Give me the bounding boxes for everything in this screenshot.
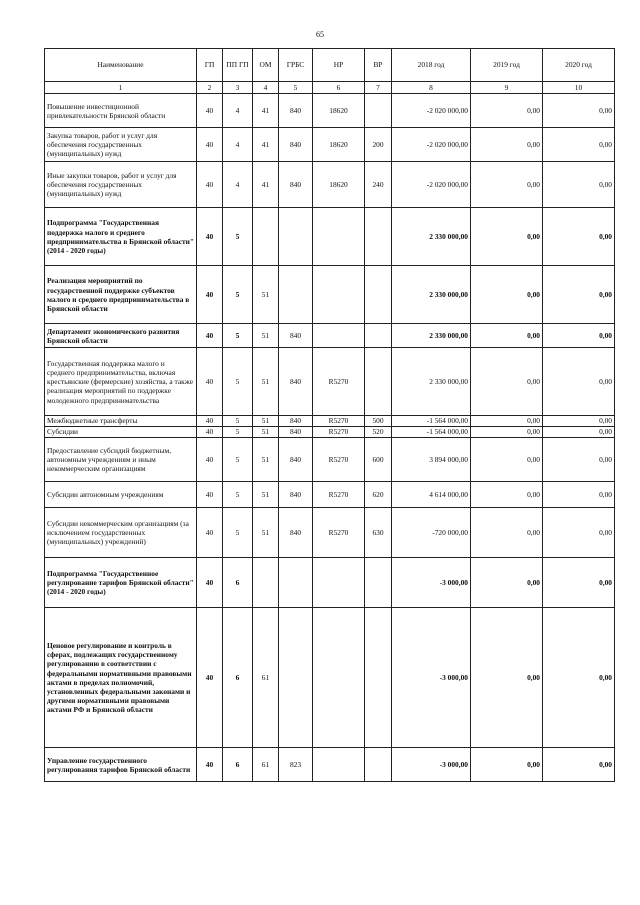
gp-cell: 40 bbox=[197, 508, 223, 558]
gp-cell: 40 bbox=[197, 94, 223, 128]
amount-2018: 2 330 000,00 bbox=[392, 348, 471, 416]
nr-cell: R5270 bbox=[313, 508, 365, 558]
amount-2019: 0,00 bbox=[471, 128, 543, 162]
row-name: Подпрограмма "Государственное регулирование тарифов Брянской области" (2014 - 2020 годы) bbox=[45, 558, 197, 608]
table-row bbox=[45, 162, 615, 208]
amount-2019: 0,00 bbox=[471, 508, 543, 558]
row-name: Управление государственного регулирования тарифов Брянской области bbox=[45, 748, 197, 782]
amount-2020: 0,00 bbox=[543, 508, 615, 558]
vr-cell: 520 bbox=[365, 427, 392, 438]
om-cell: 51 bbox=[253, 508, 279, 558]
om-cell: 61 bbox=[253, 748, 279, 782]
om-cell: 41 bbox=[253, 94, 279, 128]
column-header: Наименование bbox=[45, 49, 197, 82]
row-name: Государственная поддержка малого и среднего предпринимательства, включая крестьянские (фермерские) хозяйства, а также реализация мероприятий по поддержке молодежного предпринимательства bbox=[45, 348, 197, 416]
column-header: ПП ГП bbox=[223, 49, 253, 82]
row-name: Реализация мероприятий по государственной поддержке субъектов малого и среднего предпринимательства в Брянской области bbox=[45, 266, 197, 324]
gp-cell: 40 bbox=[197, 416, 223, 427]
column-index: 7 bbox=[365, 82, 392, 94]
ppgp-cell: 6 bbox=[223, 558, 253, 608]
ppgp-cell: 6 bbox=[223, 748, 253, 782]
amount-2019: 0,00 bbox=[471, 348, 543, 416]
nr-cell bbox=[313, 748, 365, 782]
grbs-cell bbox=[279, 608, 313, 748]
nr-cell bbox=[313, 208, 365, 266]
column-index: 6 bbox=[313, 82, 365, 94]
amount-2019: 0,00 bbox=[471, 208, 543, 266]
om-cell: 51 bbox=[253, 324, 279, 348]
amount-2019: 0,00 bbox=[471, 94, 543, 128]
table-row bbox=[45, 427, 615, 438]
nr-cell: R5270 bbox=[313, 427, 365, 438]
ppgp-cell: 4 bbox=[223, 128, 253, 162]
om-cell: 61 bbox=[253, 608, 279, 748]
column-header: НР bbox=[313, 49, 365, 82]
amount-2020: 0,00 bbox=[543, 482, 615, 508]
table-row bbox=[45, 94, 615, 128]
amount-2018: -2 020 000,00 bbox=[392, 162, 471, 208]
om-cell: 51 bbox=[253, 416, 279, 427]
grbs-cell: 840 bbox=[279, 416, 313, 427]
budget-table bbox=[44, 48, 615, 782]
amount-2019: 0,00 bbox=[471, 482, 543, 508]
grbs-cell: 840 bbox=[279, 438, 313, 482]
row-name: Подпрограмма "Государственная поддержка малого и среднего предпринимательства в Брянской области" (2014 - 2020 годы) bbox=[45, 208, 197, 266]
amount-2020: 0,00 bbox=[543, 324, 615, 348]
ppgp-cell: 5 bbox=[223, 266, 253, 324]
column-index: 5 bbox=[279, 82, 313, 94]
column-index: 4 bbox=[253, 82, 279, 94]
gp-cell: 40 bbox=[197, 748, 223, 782]
row-name: Департамент экономического развития Брянской области bbox=[45, 324, 197, 348]
amount-2018: -1 564 000,00 bbox=[392, 416, 471, 427]
om-cell: 51 bbox=[253, 348, 279, 416]
header-index-row bbox=[45, 82, 615, 94]
vr-cell bbox=[365, 348, 392, 416]
grbs-cell: 840 bbox=[279, 482, 313, 508]
header-row bbox=[45, 49, 615, 82]
amount-2018: 4 614 000,00 bbox=[392, 482, 471, 508]
table-row bbox=[45, 438, 615, 482]
amount-2019: 0,00 bbox=[471, 266, 543, 324]
om-cell: 41 bbox=[253, 162, 279, 208]
column-index: 2 bbox=[197, 82, 223, 94]
row-name: Закупка товаров, работ и услуг для обеспечения государственных (муниципальных) нужд bbox=[45, 128, 197, 162]
row-name: Предоставление субсидий бюджетным, автономным учреждениям и иным некоммерческим организациям bbox=[45, 438, 197, 482]
grbs-cell bbox=[279, 208, 313, 266]
table-row bbox=[45, 266, 615, 324]
row-name: Иные закупки товаров, работ и услуг для обеспечения государственных (муниципальных) нужд bbox=[45, 162, 197, 208]
column-header: 2020 год bbox=[543, 49, 615, 82]
amount-2019: 0,00 bbox=[471, 324, 543, 348]
amount-2019: 0,00 bbox=[471, 427, 543, 438]
table-row bbox=[45, 608, 615, 748]
table-row bbox=[45, 748, 615, 782]
vr-cell: 240 bbox=[365, 162, 392, 208]
om-cell bbox=[253, 208, 279, 266]
amount-2018: -2 020 000,00 bbox=[392, 128, 471, 162]
ppgp-cell: 5 bbox=[223, 416, 253, 427]
row-name: Повышение инвестиционной привлекательности Брянской области bbox=[45, 94, 197, 128]
amount-2019: 0,00 bbox=[471, 558, 543, 608]
amount-2020: 0,00 bbox=[543, 416, 615, 427]
column-header: 2019 год bbox=[471, 49, 543, 82]
amount-2019: 0,00 bbox=[471, 608, 543, 748]
amount-2020: 0,00 bbox=[543, 438, 615, 482]
ppgp-cell: 5 bbox=[223, 208, 253, 266]
om-cell: 51 bbox=[253, 438, 279, 482]
table-row bbox=[45, 416, 615, 427]
ppgp-cell: 5 bbox=[223, 427, 253, 438]
ppgp-cell: 5 bbox=[223, 508, 253, 558]
vr-cell bbox=[365, 324, 392, 348]
amount-2019: 0,00 bbox=[471, 438, 543, 482]
column-header: ОМ bbox=[253, 49, 279, 82]
amount-2018: -3 000,00 bbox=[392, 748, 471, 782]
amount-2020: 0,00 bbox=[543, 558, 615, 608]
amount-2020: 0,00 bbox=[543, 94, 615, 128]
amount-2019: 0,00 bbox=[471, 748, 543, 782]
om-cell: 51 bbox=[253, 482, 279, 508]
amount-2020: 0,00 bbox=[543, 748, 615, 782]
grbs-cell: 840 bbox=[279, 508, 313, 558]
vr-cell: 500 bbox=[365, 416, 392, 427]
amount-2018: -2 020 000,00 bbox=[392, 94, 471, 128]
table-row bbox=[45, 508, 615, 558]
vr-cell bbox=[365, 748, 392, 782]
grbs-cell: 840 bbox=[279, 348, 313, 416]
ppgp-cell: 5 bbox=[223, 438, 253, 482]
om-cell: 51 bbox=[253, 427, 279, 438]
row-name: Ценовое регулирование и контроль в сферах, подлежащих государственному регулированию в соответствии с федеральными нормативными правовыми актами в пределах полномочий, установленных федеральными законами и другими нормативными правовыми актами РФ и Брянской области bbox=[45, 608, 197, 748]
row-name: Субсидии некоммерческим организациям (за исключением государственных (муниципальных) учреждений) bbox=[45, 508, 197, 558]
gp-cell: 40 bbox=[197, 348, 223, 416]
amount-2018: -3 000,00 bbox=[392, 608, 471, 748]
vr-cell bbox=[365, 94, 392, 128]
gp-cell: 40 bbox=[197, 558, 223, 608]
table-row bbox=[45, 482, 615, 508]
amount-2020: 0,00 bbox=[543, 427, 615, 438]
gp-cell: 40 bbox=[197, 608, 223, 748]
column-header: 2018 год bbox=[392, 49, 471, 82]
nr-cell bbox=[313, 324, 365, 348]
gp-cell: 40 bbox=[197, 324, 223, 348]
grbs-cell: 823 bbox=[279, 748, 313, 782]
grbs-cell bbox=[279, 266, 313, 324]
vr-cell bbox=[365, 608, 392, 748]
nr-cell: R5270 bbox=[313, 438, 365, 482]
ppgp-cell: 4 bbox=[223, 94, 253, 128]
column-index: 3 bbox=[223, 82, 253, 94]
column-index: 1 bbox=[45, 82, 197, 94]
page-number: 65 bbox=[316, 30, 324, 39]
nr-cell bbox=[313, 558, 365, 608]
vr-cell: 630 bbox=[365, 508, 392, 558]
table-row bbox=[45, 208, 615, 266]
amount-2019: 0,00 bbox=[471, 416, 543, 427]
grbs-cell: 840 bbox=[279, 94, 313, 128]
column-index: 8 bbox=[392, 82, 471, 94]
amount-2018: -720 000,00 bbox=[392, 508, 471, 558]
table-row bbox=[45, 324, 615, 348]
amount-2020: 0,00 bbox=[543, 208, 615, 266]
ppgp-cell: 5 bbox=[223, 482, 253, 508]
grbs-cell bbox=[279, 558, 313, 608]
column-index: 9 bbox=[471, 82, 543, 94]
amount-2020: 0,00 bbox=[543, 128, 615, 162]
amount-2018: 2 330 000,00 bbox=[392, 324, 471, 348]
table-row bbox=[45, 128, 615, 162]
vr-cell: 600 bbox=[365, 438, 392, 482]
om-cell: 41 bbox=[253, 128, 279, 162]
amount-2020: 0,00 bbox=[543, 266, 615, 324]
nr-cell bbox=[313, 266, 365, 324]
gp-cell: 40 bbox=[197, 208, 223, 266]
ppgp-cell: 4 bbox=[223, 162, 253, 208]
amount-2018: -3 000,00 bbox=[392, 558, 471, 608]
gp-cell: 40 bbox=[197, 438, 223, 482]
amount-2018: 2 330 000,00 bbox=[392, 208, 471, 266]
ppgp-cell: 5 bbox=[223, 324, 253, 348]
gp-cell: 40 bbox=[197, 128, 223, 162]
grbs-cell: 840 bbox=[279, 162, 313, 208]
amount-2020: 0,00 bbox=[543, 162, 615, 208]
ppgp-cell: 5 bbox=[223, 348, 253, 416]
gp-cell: 40 bbox=[197, 427, 223, 438]
nr-cell: 18620 bbox=[313, 128, 365, 162]
table-row bbox=[45, 558, 615, 608]
vr-cell bbox=[365, 266, 392, 324]
grbs-cell: 840 bbox=[279, 128, 313, 162]
nr-cell bbox=[313, 608, 365, 748]
column-index: 10 bbox=[543, 82, 615, 94]
om-cell bbox=[253, 558, 279, 608]
amount-2018: 3 894 000,00 bbox=[392, 438, 471, 482]
grbs-cell: 840 bbox=[279, 427, 313, 438]
gp-cell: 40 bbox=[197, 482, 223, 508]
nr-cell: R5270 bbox=[313, 482, 365, 508]
om-cell: 51 bbox=[253, 266, 279, 324]
table-row bbox=[45, 348, 615, 416]
vr-cell bbox=[365, 208, 392, 266]
amount-2020: 0,00 bbox=[543, 348, 615, 416]
vr-cell bbox=[365, 558, 392, 608]
amount-2019: 0,00 bbox=[471, 162, 543, 208]
vr-cell: 620 bbox=[365, 482, 392, 508]
amount-2020: 0,00 bbox=[543, 608, 615, 748]
grbs-cell: 840 bbox=[279, 324, 313, 348]
nr-cell: 18620 bbox=[313, 162, 365, 208]
column-header: ГП bbox=[197, 49, 223, 82]
amount-2018: 2 330 000,00 bbox=[392, 266, 471, 324]
row-name: Субсидии bbox=[45, 427, 197, 438]
row-name: Межбюджетные трансферты bbox=[45, 416, 197, 427]
column-header: ГРБС bbox=[279, 49, 313, 82]
row-name: Субсидии автономным учреждениям bbox=[45, 482, 197, 508]
ppgp-cell: 6 bbox=[223, 608, 253, 748]
column-header: ВР bbox=[365, 49, 392, 82]
nr-cell: R5270 bbox=[313, 348, 365, 416]
gp-cell: 40 bbox=[197, 162, 223, 208]
vr-cell: 200 bbox=[365, 128, 392, 162]
nr-cell: 18620 bbox=[313, 94, 365, 128]
amount-2018: -1 564 000,00 bbox=[392, 427, 471, 438]
gp-cell: 40 bbox=[197, 266, 223, 324]
nr-cell: R5270 bbox=[313, 416, 365, 427]
